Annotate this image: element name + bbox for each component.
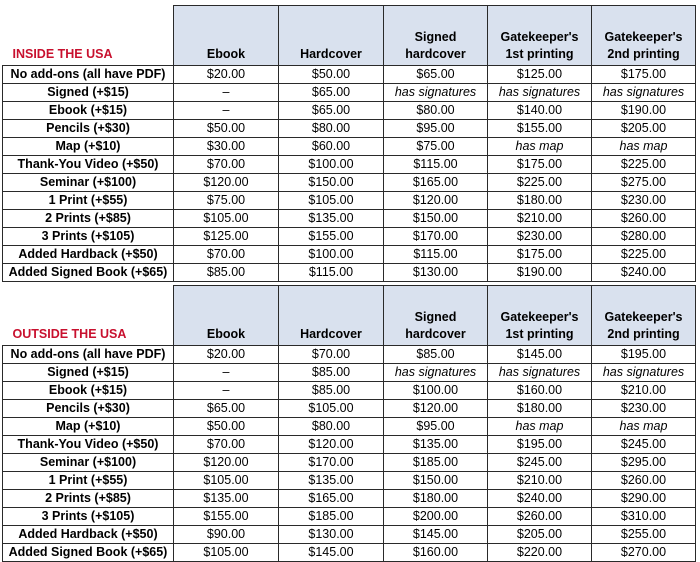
price-cell: $245.00 bbox=[592, 436, 696, 454]
price-cell: $195.00 bbox=[592, 346, 696, 364]
price-cell: $190.00 bbox=[488, 264, 592, 282]
price-cell: $175.00 bbox=[488, 156, 592, 174]
row-label: Ebook (+$15) bbox=[3, 382, 174, 400]
row-label: Thank-You Video (+$50) bbox=[3, 156, 174, 174]
price-cell: $140.00 bbox=[488, 102, 592, 120]
row-label: Added Hardback (+$50) bbox=[3, 526, 174, 544]
price-cell: $130.00 bbox=[279, 526, 384, 544]
price-cell: – bbox=[174, 84, 279, 102]
price-cell: $20.00 bbox=[174, 66, 279, 84]
price-cell: $105.00 bbox=[174, 210, 279, 228]
column-header: Signed hardcover bbox=[384, 286, 488, 346]
price-cell: $280.00 bbox=[592, 228, 696, 246]
column-header: Ebook bbox=[174, 286, 279, 346]
price-cell: $90.00 bbox=[174, 526, 279, 544]
row-label: 1 Print (+$55) bbox=[3, 192, 174, 210]
table-row bbox=[3, 120, 696, 138]
column-header: Signed hardcover bbox=[384, 6, 488, 66]
price-cell: $70.00 bbox=[174, 156, 279, 174]
price-cell: $260.00 bbox=[592, 210, 696, 228]
region-title: INSIDE THE USA bbox=[3, 6, 174, 66]
price-cell: $85.00 bbox=[174, 264, 279, 282]
column-header: Hardcover bbox=[279, 286, 384, 346]
table-row bbox=[3, 346, 696, 364]
row-label: No add-ons (all have PDF) bbox=[3, 346, 174, 364]
table-row bbox=[3, 436, 696, 454]
price-cell: $70.00 bbox=[174, 246, 279, 264]
price-cell: $230.00 bbox=[488, 228, 592, 246]
row-label: Seminar (+$100) bbox=[3, 454, 174, 472]
column-header: Ebook bbox=[174, 6, 279, 66]
price-cell: $190.00 bbox=[592, 102, 696, 120]
price-cell: $225.00 bbox=[592, 246, 696, 264]
price-cell: $120.00 bbox=[174, 174, 279, 192]
price-cell: has signatures bbox=[384, 364, 488, 382]
table-row bbox=[3, 508, 696, 526]
header-row bbox=[3, 286, 696, 346]
price-cell: $310.00 bbox=[592, 508, 696, 526]
price-cell: $95.00 bbox=[384, 418, 488, 436]
price-cell: $160.00 bbox=[384, 544, 488, 562]
column-header: Gatekeeper's 2nd printing bbox=[592, 286, 696, 346]
price-cell: $240.00 bbox=[488, 490, 592, 508]
price-cell: has map bbox=[592, 138, 696, 156]
row-label: 2 Prints (+$85) bbox=[3, 210, 174, 228]
price-cell: – bbox=[174, 364, 279, 382]
price-cell: $175.00 bbox=[592, 66, 696, 84]
table-row bbox=[3, 544, 696, 562]
price-cell: $115.00 bbox=[384, 246, 488, 264]
table-row bbox=[3, 490, 696, 508]
price-cell: $170.00 bbox=[384, 228, 488, 246]
price-cell: $50.00 bbox=[174, 418, 279, 436]
price-cell: has signatures bbox=[592, 84, 696, 102]
price-cell: $100.00 bbox=[279, 246, 384, 264]
price-cell: $155.00 bbox=[488, 120, 592, 138]
price-cell: has signatures bbox=[592, 364, 696, 382]
price-cell: $255.00 bbox=[592, 526, 696, 544]
price-cell: $290.00 bbox=[592, 490, 696, 508]
price-cell: $180.00 bbox=[384, 490, 488, 508]
table-row bbox=[3, 418, 696, 436]
row-label: Map (+$10) bbox=[3, 418, 174, 436]
price-cell: $115.00 bbox=[279, 264, 384, 282]
price-cell: $270.00 bbox=[592, 544, 696, 562]
table-row bbox=[3, 364, 696, 382]
column-header: Hardcover bbox=[279, 6, 384, 66]
row-label: Signed (+$15) bbox=[3, 364, 174, 382]
price-cell: $105.00 bbox=[279, 400, 384, 418]
price-cell: $65.00 bbox=[279, 84, 384, 102]
price-cell: $135.00 bbox=[279, 472, 384, 490]
price-cell: $260.00 bbox=[592, 472, 696, 490]
table-row bbox=[3, 526, 696, 544]
price-cell: $230.00 bbox=[592, 192, 696, 210]
table-row bbox=[3, 400, 696, 418]
price-cell: $120.00 bbox=[174, 454, 279, 472]
column-header: Gatekeeper's 1st printing bbox=[488, 6, 592, 66]
price-cell: $120.00 bbox=[384, 192, 488, 210]
price-cell: $165.00 bbox=[279, 490, 384, 508]
price-cell: – bbox=[174, 382, 279, 400]
price-cell: $180.00 bbox=[488, 192, 592, 210]
price-cell: $135.00 bbox=[174, 490, 279, 508]
price-cell: $135.00 bbox=[384, 436, 488, 454]
price-cell: $115.00 bbox=[384, 156, 488, 174]
price-cell: $205.00 bbox=[592, 120, 696, 138]
price-cell: $275.00 bbox=[592, 174, 696, 192]
table-row bbox=[3, 228, 696, 246]
table-row bbox=[3, 102, 696, 120]
price-cell: – bbox=[174, 102, 279, 120]
price-cell: $105.00 bbox=[174, 544, 279, 562]
price-cell: $150.00 bbox=[279, 174, 384, 192]
table-row bbox=[3, 382, 696, 400]
price-cell: $155.00 bbox=[279, 228, 384, 246]
table-row bbox=[3, 84, 696, 102]
column-header: Gatekeeper's 2nd printing bbox=[592, 6, 696, 66]
price-cell: $50.00 bbox=[174, 120, 279, 138]
price-cell: $125.00 bbox=[174, 228, 279, 246]
price-cell: $70.00 bbox=[174, 436, 279, 454]
price-cell: $145.00 bbox=[279, 544, 384, 562]
inside-usa-price-table bbox=[2, 5, 696, 282]
price-cell: $80.00 bbox=[384, 102, 488, 120]
row-label: 1 Print (+$55) bbox=[3, 472, 174, 490]
price-cell: $150.00 bbox=[384, 472, 488, 490]
row-label: Signed (+$15) bbox=[3, 84, 174, 102]
table-row bbox=[3, 66, 696, 84]
price-cell: $105.00 bbox=[279, 192, 384, 210]
price-cell: $75.00 bbox=[384, 138, 488, 156]
price-cell: $135.00 bbox=[279, 210, 384, 228]
price-cell: $175.00 bbox=[488, 246, 592, 264]
price-cell: $95.00 bbox=[384, 120, 488, 138]
row-label: Pencils (+$30) bbox=[3, 400, 174, 418]
price-cell: $145.00 bbox=[384, 526, 488, 544]
price-cell: $185.00 bbox=[279, 508, 384, 526]
row-label: Pencils (+$30) bbox=[3, 120, 174, 138]
price-cell: $85.00 bbox=[279, 364, 384, 382]
price-cell: has map bbox=[488, 418, 592, 436]
row-label: Ebook (+$15) bbox=[3, 102, 174, 120]
price-cell: $200.00 bbox=[384, 508, 488, 526]
price-cell: $220.00 bbox=[488, 544, 592, 562]
region-title: OUTSIDE THE USA bbox=[3, 286, 174, 346]
table-row bbox=[3, 192, 696, 210]
table-row bbox=[3, 454, 696, 472]
price-cell: $225.00 bbox=[488, 174, 592, 192]
table-row bbox=[3, 210, 696, 228]
row-label: No add-ons (all have PDF) bbox=[3, 66, 174, 84]
header-row bbox=[3, 6, 696, 66]
price-cell: $85.00 bbox=[384, 346, 488, 364]
row-label: Seminar (+$100) bbox=[3, 174, 174, 192]
price-cell: $170.00 bbox=[279, 454, 384, 472]
price-cell: $130.00 bbox=[384, 264, 488, 282]
price-cell: $75.00 bbox=[174, 192, 279, 210]
price-cell: $210.00 bbox=[488, 472, 592, 490]
price-cell: $125.00 bbox=[488, 66, 592, 84]
price-cell: $225.00 bbox=[592, 156, 696, 174]
price-cell: $210.00 bbox=[488, 210, 592, 228]
table-row bbox=[3, 138, 696, 156]
row-label: Thank-You Video (+$50) bbox=[3, 436, 174, 454]
price-cell: has signatures bbox=[488, 84, 592, 102]
price-cell: $65.00 bbox=[384, 66, 488, 84]
row-label: Added Hardback (+$50) bbox=[3, 246, 174, 264]
price-cell: $50.00 bbox=[279, 66, 384, 84]
column-header: Gatekeeper's 1st printing bbox=[488, 286, 592, 346]
price-cell: $210.00 bbox=[592, 382, 696, 400]
row-label: Added Signed Book (+$65) bbox=[3, 264, 174, 282]
table-row bbox=[3, 246, 696, 264]
price-cell: $80.00 bbox=[279, 120, 384, 138]
price-cell: $245.00 bbox=[488, 454, 592, 472]
price-cell: $145.00 bbox=[488, 346, 592, 364]
price-cell: $30.00 bbox=[174, 138, 279, 156]
row-label: 3 Prints (+$105) bbox=[3, 228, 174, 246]
table-row bbox=[3, 472, 696, 490]
price-cell: $160.00 bbox=[488, 382, 592, 400]
price-cell: $205.00 bbox=[488, 526, 592, 544]
price-cell: $20.00 bbox=[174, 346, 279, 364]
price-cell: $260.00 bbox=[488, 508, 592, 526]
price-cell: has signatures bbox=[488, 364, 592, 382]
price-cell: $165.00 bbox=[384, 174, 488, 192]
price-cell: $60.00 bbox=[279, 138, 384, 156]
price-cell: $240.00 bbox=[592, 264, 696, 282]
price-cell: $120.00 bbox=[279, 436, 384, 454]
price-cell: has signatures bbox=[384, 84, 488, 102]
row-label: 2 Prints (+$85) bbox=[3, 490, 174, 508]
row-label: 3 Prints (+$105) bbox=[3, 508, 174, 526]
price-cell: $100.00 bbox=[279, 156, 384, 174]
price-cell: $185.00 bbox=[384, 454, 488, 472]
price-cell: $230.00 bbox=[592, 400, 696, 418]
price-cell: has map bbox=[592, 418, 696, 436]
price-cell: $65.00 bbox=[279, 102, 384, 120]
price-cell: $85.00 bbox=[279, 382, 384, 400]
table-row bbox=[3, 264, 696, 282]
price-cell: $155.00 bbox=[174, 508, 279, 526]
price-cell: has map bbox=[488, 138, 592, 156]
price-cell: $180.00 bbox=[488, 400, 592, 418]
table-row bbox=[3, 156, 696, 174]
outside-usa-price-table bbox=[2, 285, 696, 562]
price-cell: $195.00 bbox=[488, 436, 592, 454]
price-cell: $100.00 bbox=[384, 382, 488, 400]
price-cell: $105.00 bbox=[174, 472, 279, 490]
price-cell: $70.00 bbox=[279, 346, 384, 364]
price-cell: $65.00 bbox=[174, 400, 279, 418]
row-label: Added Signed Book (+$65) bbox=[3, 544, 174, 562]
table-row bbox=[3, 174, 696, 192]
price-cell: $295.00 bbox=[592, 454, 696, 472]
price-cell: $150.00 bbox=[384, 210, 488, 228]
price-cell: $80.00 bbox=[279, 418, 384, 436]
price-cell: $120.00 bbox=[384, 400, 488, 418]
row-label: Map (+$10) bbox=[3, 138, 174, 156]
